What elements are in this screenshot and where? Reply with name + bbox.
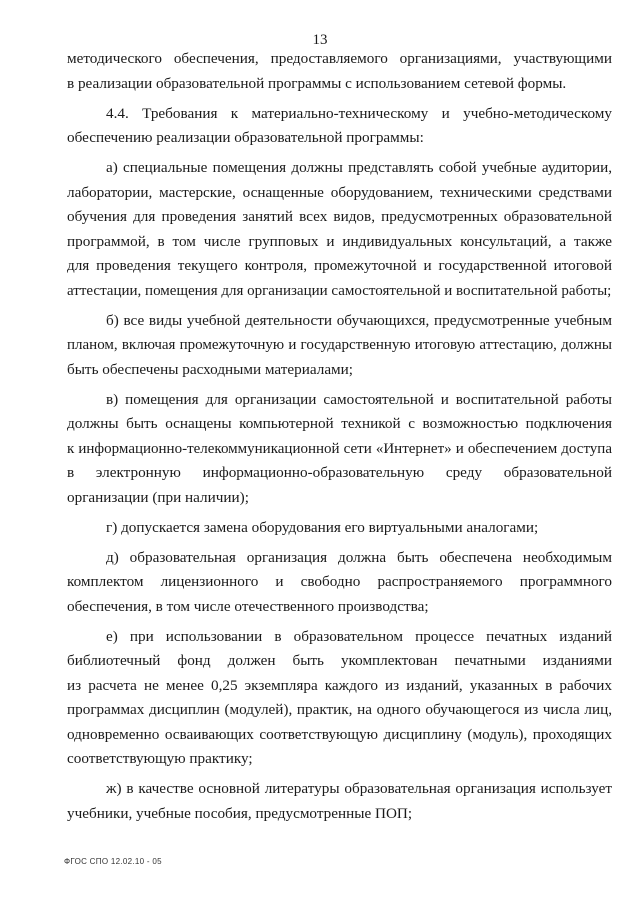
text-line: б) все виды учебной деятельности обучающихся, предусмотренные учебным bbox=[106, 311, 612, 329]
paragraph-item-d bbox=[67, 546, 612, 620]
text-line: обеспечению реализации образовательной программы: bbox=[67, 129, 424, 146]
text-line: 4.4. Требования к материально-техническому и учебно-методическому bbox=[106, 104, 612, 122]
text-line: комплектом лицензионного и свободно распространяемого программного bbox=[67, 573, 612, 590]
text-line: методического обеспечения, предоставляемого организациями, участвующими bbox=[67, 50, 612, 67]
text-line: в реализации образовательной программы с использованием сетевой формы. bbox=[67, 74, 567, 92]
paragraph-item-b bbox=[67, 309, 612, 383]
page-number: 13 bbox=[312, 32, 328, 48]
text-line: лаборатории, мастерские, оснащенные оборудованием, техническими средствами bbox=[67, 183, 612, 201]
text-line: одновременно осваивающих соответствующую дисциплину (модуль), проходящих bbox=[67, 725, 612, 743]
text-line: соответствующую практику; bbox=[67, 750, 253, 767]
text-line: в электронную информационно-образовательную среду образовательной bbox=[67, 464, 612, 481]
text-line: а) специальные помещения должны представлять собой учебные аудитории, bbox=[106, 159, 612, 176]
text-line: программой, в том числе групповых и индивидуальных консультаций, а также bbox=[67, 232, 612, 250]
paragraph-item-e bbox=[67, 625, 612, 772]
text-line: к информационно-телекоммуникационной сети «Интернет» и обеспечением доступа bbox=[67, 440, 612, 457]
text-line: библиотечный фонд должен быть укомплектован печатными изданиями bbox=[67, 652, 612, 669]
text-line: учебники, учебные пособия, предусмотренные ПОП; bbox=[67, 804, 413, 822]
text-line: в) помещения для организации самостоятельной и воспитательной работы bbox=[106, 390, 612, 408]
text-line: аттестации, помещения для организации самостоятельной и воспитательной работы; bbox=[67, 282, 612, 299]
paragraph-item-zh bbox=[67, 777, 612, 826]
text-line: г) допускается замена оборудования его виртуальными аналогами; bbox=[106, 518, 539, 536]
text-line: быть обеспечены расходными материалами; bbox=[67, 360, 354, 378]
document-body bbox=[67, 47, 612, 826]
text-line: программах дисциплин (модулей), практик, на одного обучающегося из числа лиц, bbox=[67, 701, 612, 718]
paragraph-4-4 bbox=[67, 102, 612, 151]
paragraph-item-v bbox=[67, 388, 612, 511]
document-code: ФГОС СПО 12.02.10 - 05 bbox=[64, 857, 162, 866]
text-line: для проведения текущего контроля, промежуточной и государственной итоговой bbox=[67, 257, 612, 274]
paragraph-intro bbox=[67, 47, 612, 96]
text-line: е) при использовании в образовательном процессе печатных изданий bbox=[106, 627, 612, 645]
text-line: д) образовательная организация должна быть обеспечена необходимым bbox=[106, 548, 612, 566]
text-line: из расчета не менее 0,25 экземпляра каждого из изданий, указанных в рабочих bbox=[67, 676, 612, 694]
text-line: планом, включая промежуточную и государственную итоговую аттестацию, должны bbox=[67, 337, 612, 353]
paragraph-item-a bbox=[67, 156, 612, 303]
text-line: обучения для проведения занятий всех видов, предусмотренных образовательной bbox=[67, 208, 612, 225]
text-line: ж) в качестве основной литературы образовательная организация использует bbox=[106, 780, 612, 797]
text-line: должны быть оснащены компьютерной техникой с возможностью подключения bbox=[67, 415, 612, 432]
text-line: организации (при наличии); bbox=[67, 488, 249, 506]
paragraph-item-g bbox=[67, 516, 612, 541]
text-line: обеспечения, в том числе отечественного производства; bbox=[67, 597, 429, 615]
